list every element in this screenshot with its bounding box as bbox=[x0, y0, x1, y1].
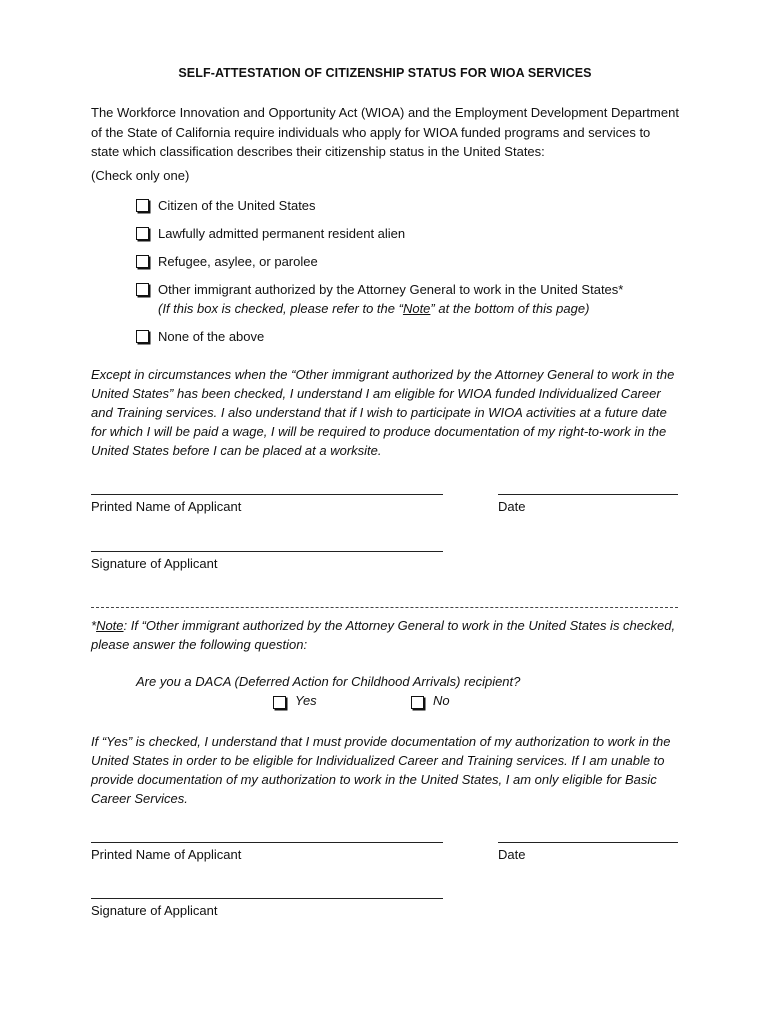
daca-yes-option[interactable] bbox=[273, 693, 317, 709]
note-ref-after: ” at the bottom of this page) bbox=[430, 301, 590, 316]
printed-name-line-2[interactable] bbox=[91, 842, 443, 843]
printed-name-line-1[interactable] bbox=[91, 494, 443, 495]
printed-name-label-1: Printed Name of Applicant bbox=[91, 499, 242, 514]
date-line-2[interactable] bbox=[498, 842, 678, 843]
daca-question: Are you a DACA (Deferred Action for Childhood Arrivals) recipient? bbox=[136, 674, 521, 689]
checkbox-daca-no[interactable] bbox=[411, 696, 424, 709]
option-other-immigrant-note bbox=[158, 299, 623, 318]
form-title: SELF-ATTESTATION OF CITIZENSHIP STATUS FOR WIOA SERVICES bbox=[178, 66, 592, 80]
signature-line-2[interactable] bbox=[91, 898, 443, 899]
checkbox-none[interactable] bbox=[136, 330, 149, 343]
note-ref-link: Note bbox=[402, 301, 431, 316]
daca-no-option[interactable] bbox=[411, 693, 450, 709]
option-none[interactable] bbox=[136, 327, 264, 346]
printed-name-label-2: Printed Name of Applicant bbox=[91, 847, 242, 862]
daca-yes-label: Yes bbox=[295, 693, 317, 708]
signature-line-1[interactable] bbox=[91, 551, 443, 552]
option-none-label: None of the above bbox=[158, 329, 265, 344]
checkbox-other-immigrant[interactable] bbox=[136, 283, 149, 296]
option-refugee[interactable] bbox=[136, 252, 318, 271]
yes-paragraph: If “Yes” is checked, I understand that I must provide documentation of my authorization to work in the United States in order to be eligible for Individualized Career and Training services. If I am unable to provide documentation of my authorization to work in the United States, I am only eligible for Basic Career Services. bbox=[91, 734, 671, 806]
option-permanent-resident-label: Lawfully admitted permanent resident alien bbox=[158, 226, 406, 241]
signature-label-2: Signature of Applicant bbox=[91, 903, 218, 918]
option-citizen-label: Citizen of the United States bbox=[158, 198, 316, 213]
checkbox-permanent-resident[interactable] bbox=[136, 227, 149, 240]
option-permanent-resident[interactable] bbox=[136, 224, 405, 243]
option-refugee-label: Refugee, asylee, or parolee bbox=[158, 254, 318, 269]
date-label-1: Date bbox=[498, 499, 526, 514]
option-other-immigrant[interactable] bbox=[136, 280, 623, 318]
note-ref-before: (If this box is checked, please refer to the “ bbox=[158, 301, 403, 316]
check-only-instruction: (Check only one) bbox=[91, 168, 190, 183]
except-paragraph: Except in circumstances when the “Other immigrant authorized by the Attorney General to work in the United States” has been checked, I understand I am eligible for WIOA funded Individualized Career and Training services. I also understand that if I wish to participate in WIOA activities at a future date for which I will be paid a wage, I will be required to produce documentation of my right-to-work in the United States before I can be placed at a worksite. bbox=[91, 367, 675, 458]
checkbox-daca-yes[interactable] bbox=[273, 696, 286, 709]
date-line-1[interactable] bbox=[498, 494, 678, 495]
checkbox-citizen[interactable] bbox=[136, 199, 149, 212]
option-other-immigrant-label: Other immigrant authorized by the Attorney General to work in the United States* bbox=[158, 282, 624, 297]
daca-no-label: No bbox=[433, 693, 450, 708]
note-asterisk: * bbox=[91, 618, 97, 633]
option-other-immigrant-text bbox=[158, 280, 623, 318]
date-label-2: Date bbox=[498, 847, 526, 862]
intro-paragraph: The Workforce Innovation and Opportunity Act (WIOA) and the Employment Development Department of the State of California require individuals who apply for WIOA funded programs and services to state which classification describes their citizenship status in the United States: bbox=[91, 105, 679, 159]
note-text: : If “Other immigrant authorized by the Attorney General to work in the United States is checked, please answer the following question: bbox=[91, 618, 676, 652]
note-paragraph bbox=[91, 616, 681, 654]
checkbox-refugee[interactable] bbox=[136, 255, 149, 268]
note-word: Note bbox=[96, 618, 124, 633]
option-citizen[interactable] bbox=[136, 196, 316, 215]
signature-label-1: Signature of Applicant bbox=[91, 556, 218, 571]
separator-dashed-line bbox=[91, 607, 678, 608]
